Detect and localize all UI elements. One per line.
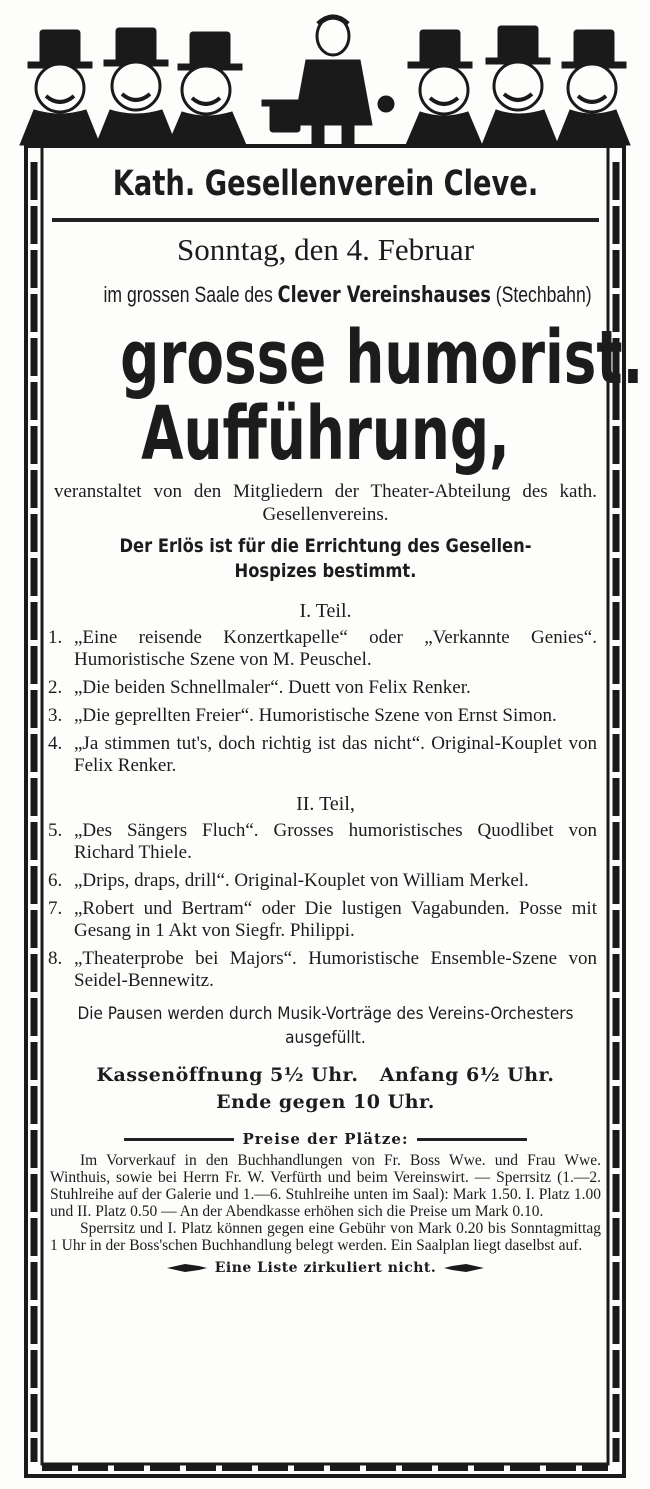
program-item: [48, 820, 603, 864]
end-time: Ende gegen 10 Uhr.: [216, 1091, 435, 1113]
program-item-text: „Robert und Bertram“ oder Die lustigen Vagabunden. Posse mit Gesang in 1 Akt von Siegfr. Philippi.: [74, 898, 597, 941]
prices-heading: [48, 1130, 603, 1148]
event-title-line2: Aufführung,: [141, 391, 510, 477]
heading-rule-right: [417, 1138, 527, 1141]
purpose-note: Der Erlös ist für die Errichtung des Gesellen-Hospizes bestimmt.: [119, 535, 532, 582]
program-item-text: „Theaterprobe bei Majors“. Humoristische Ensemble-Szene von Seidel-Bennewitz.: [74, 948, 597, 991]
program-item-number: 5.: [48, 820, 63, 841]
venue-prefix: im grossen Saale des: [103, 282, 273, 307]
prices-paragraph-2: Sperrsitz und I. Platz können gegen eine Gebühr von Mark 0.20 bis Sonntagmittag 1 Uhr in der Boss'schen Buchhandlung belegt werden. Ein Saalplan liegt daselbst auf.: [50, 1220, 601, 1254]
singer-figure-icon: [406, 30, 482, 145]
program-item: [48, 870, 603, 892]
program-item-text: „Eine reisende Konzertkapelle“ oder „Verkannte Genies“. Humoristische Szene von M. Peuschel.: [74, 627, 597, 670]
pointing-hand-icon: [165, 1261, 209, 1275]
opening-times: Kassenöffnung 5½ Uhr. Anfang 6½ Uhr.: [96, 1064, 555, 1086]
program-item-number: 1.: [48, 627, 63, 648]
part2-list: [48, 820, 603, 992]
list-note-text: Eine Liste zirkuliert nicht.: [214, 1260, 437, 1276]
pointing-hand-icon: [442, 1261, 486, 1275]
program-item-number: 2.: [48, 677, 63, 698]
program-item-text: „Die beiden Schnellmaler“. Duett von Felix Renker.: [74, 677, 471, 698]
event-venue: [103, 278, 592, 312]
prices-heading-text: Preise der Plätze:: [242, 1130, 409, 1148]
program-item-number: 6.: [48, 870, 63, 891]
program-item: [48, 733, 603, 777]
venue-suffix: (Stechbahn): [495, 282, 592, 307]
club-name: Kath. Gesellenverein Cleve.: [112, 164, 539, 204]
pause-note: Die Pausen werden durch Musik-Vorträge des Vereins-Orchesters ausgefüllt.: [77, 1004, 574, 1048]
title-divider: [52, 218, 599, 222]
part1-list: [48, 627, 603, 777]
venue-name: Clever Vereinshauses: [277, 283, 491, 308]
heading-rule-left: [124, 1138, 234, 1141]
organizer-note: veranstaltet von den Mitgliedern der Theater-Abteilung des kath. Gesellenvereins.: [54, 481, 597, 525]
header-illustration: [0, 0, 650, 150]
program-item: [48, 627, 603, 671]
presenter-figure-icon: [262, 17, 394, 144]
singer-figure-icon: [168, 32, 246, 145]
event-date: Sonntag, den 4. Februar: [176, 232, 475, 267]
prices-text: [48, 1152, 603, 1254]
program-item: [48, 948, 603, 992]
prices-paragraph-1: Im Vorverkauf in den Buchhandlungen von Fr. Boss Wwe. und Frau Wwe. Winthuis, sowie bei Herrn Fr. W. Verfürth und beim Vereinswirt. — Sperrsitz (1.—2. Stuhlreihe auf der Galerie und 1.—6. Stuhlreihe unten im Saal): Mark 1.50. I. Platz 1.00 und II. Platz 0.50 — An der Abendkasse erhöhen sich die Preise um Mark 0.10.: [50, 1152, 601, 1220]
program-item: [48, 898, 603, 942]
part2-heading: II. Teil,: [296, 793, 355, 815]
program-item-number: 8.: [48, 948, 63, 969]
program-item-number: 4.: [48, 733, 63, 754]
program-item: [48, 677, 603, 699]
event-title-line1: grosse humorist.: [120, 315, 644, 401]
poster-content: [48, 158, 644, 1276]
list-note: [48, 1260, 603, 1276]
program-item-number: 7.: [48, 898, 63, 919]
program-item-number: 3.: [48, 705, 63, 726]
program-item: [48, 705, 603, 727]
program-item-text: „Drips, draps, drill“. Original-Kouplet von William Merkel.: [74, 870, 529, 891]
program-item-text: „Des Sängers Fluch“. Grosses humoristisches Quodlibet von Richard Thiele.: [74, 820, 597, 863]
singer-figure-icon: [96, 28, 176, 145]
singer-figure-icon: [556, 30, 630, 145]
program-item-text: „Ja stimmen tut's, doch richtig ist das nicht“. Original-Kouplet von Felix Renker.: [74, 733, 597, 776]
singer-figure-icon: [482, 26, 558, 145]
singer-figure-icon: [20, 30, 100, 145]
part1-heading: I. Teil.: [299, 600, 352, 622]
program-item-text: „Die geprellten Freier“. Humoristische Szene von Ernst Simon.: [74, 705, 557, 726]
